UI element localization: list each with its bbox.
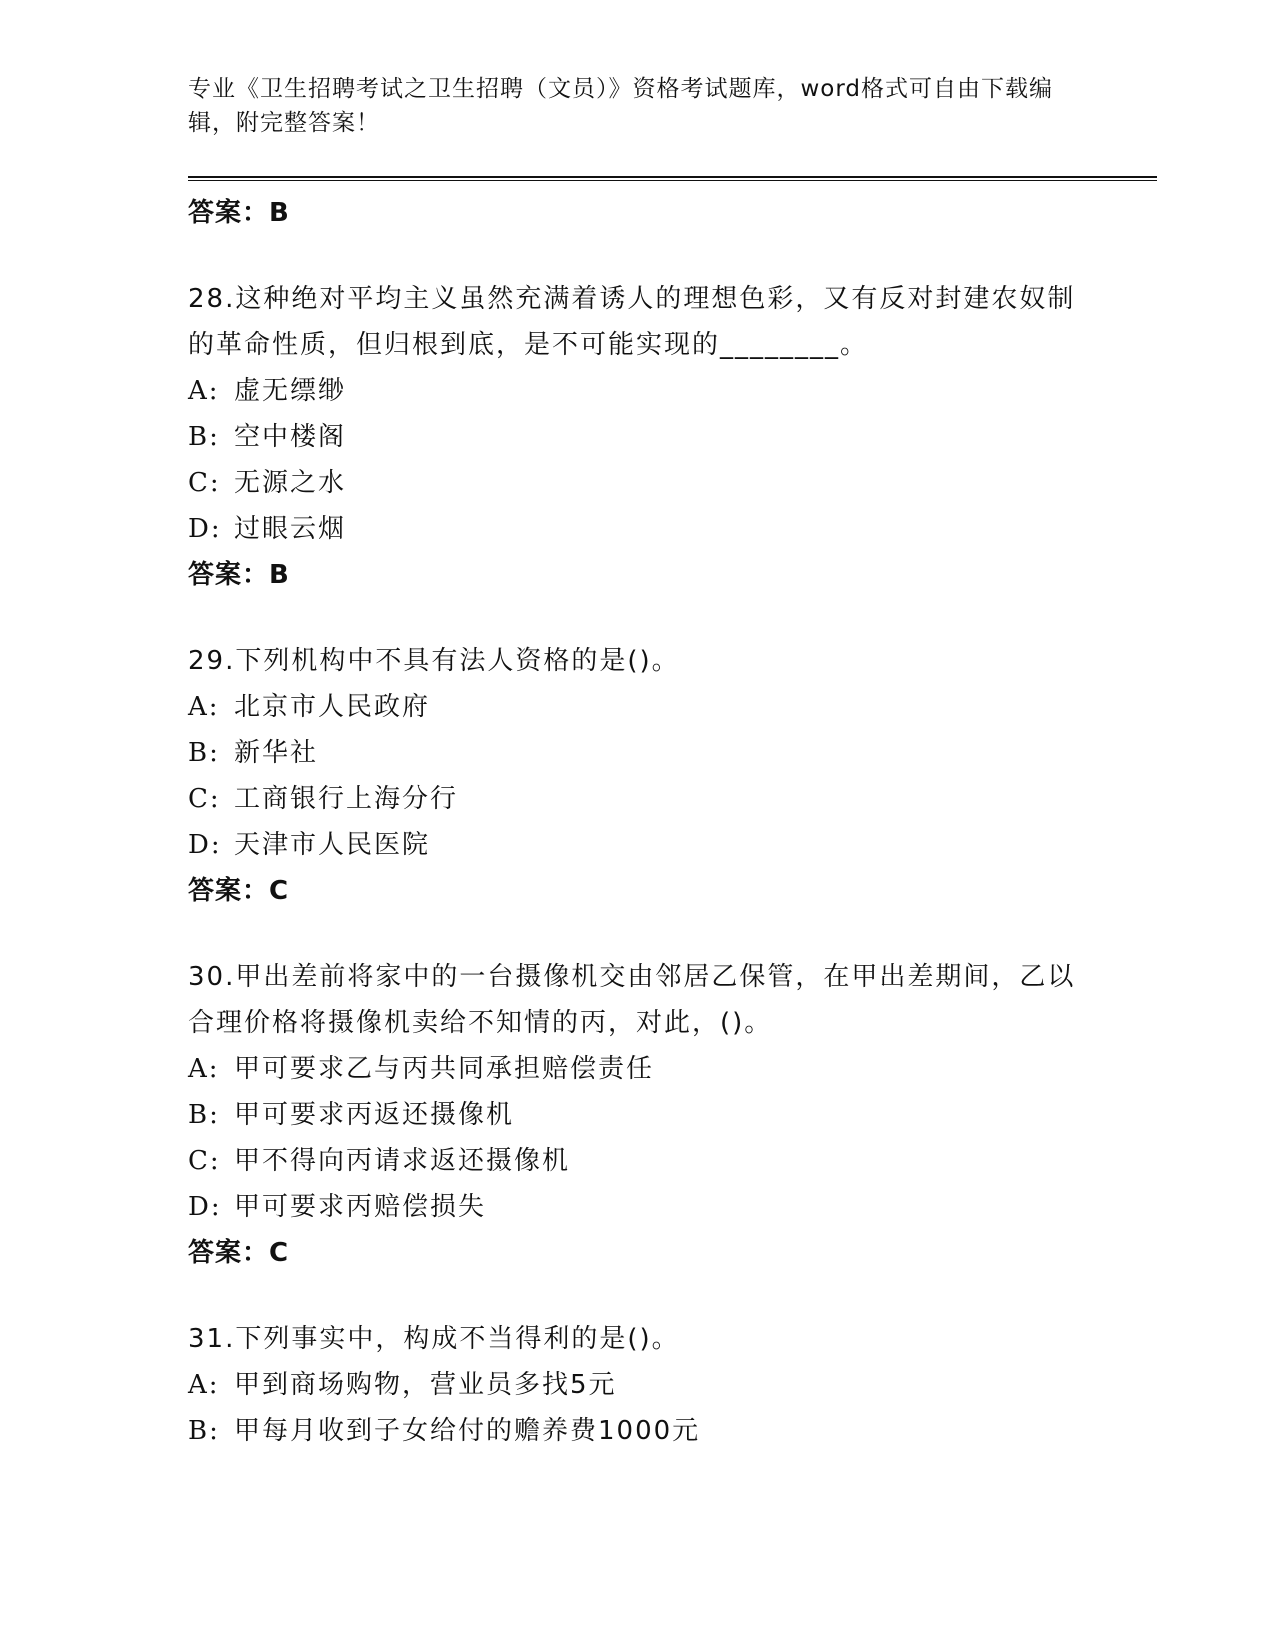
option-c <box>188 776 1088 822</box>
option-d <box>188 506 1088 552</box>
option-letter: C: <box>188 1146 221 1176</box>
question-text: 30.甲出差前将家中的一台摄像机交由邻居乙保管，在甲出差期间，乙以合理价格将摄像机卖给不知情的丙，对此，()。 <box>188 962 1076 1038</box>
option-text: 甲可要求丙返还摄像机 <box>234 1100 515 1130</box>
option-text: 新华社 <box>234 738 319 768</box>
option-text: 甲不得向丙请求返还摄像机 <box>234 1146 571 1176</box>
option-c <box>188 460 1088 506</box>
option-letter: C: <box>188 468 221 498</box>
option-a <box>188 1362 1088 1408</box>
option-text: 工商银行上海分行 <box>234 784 459 814</box>
option-b <box>188 1408 1088 1454</box>
option-c <box>188 1138 1088 1184</box>
answer-line: 答案：C <box>188 1238 290 1268</box>
document-header: 专业《卫生招聘考试之卫生招聘（文员）》资格考试题库，word格式可自由下载编辑，附完整答案！ <box>188 76 1054 136</box>
option-letter: B: <box>188 422 220 452</box>
option-text: 无源之水 <box>234 468 347 498</box>
question-list <box>188 190 1088 1454</box>
option-text: 甲到商场购物，营业员多找5元 <box>234 1370 617 1400</box>
option-b <box>188 414 1088 460</box>
option-text: 甲可要求丙赔偿损失 <box>234 1192 487 1222</box>
option-letter: C: <box>188 784 221 814</box>
question-block <box>188 276 1088 598</box>
question-text: 31.下列事实中，构成不当得利的是()。 <box>188 1324 680 1354</box>
option-a <box>188 368 1088 414</box>
option-letter: B: <box>188 1416 220 1446</box>
option-b <box>188 1092 1088 1138</box>
option-text: 虚无缥缈 <box>234 376 347 406</box>
option-a <box>188 684 1088 730</box>
option-letter: D: <box>188 514 222 544</box>
option-letter: A: <box>188 692 220 722</box>
option-text: 天津市人民医院 <box>234 830 431 860</box>
option-text: 北京市人民政府 <box>234 692 431 722</box>
option-text: 空中楼阁 <box>234 422 347 452</box>
question-block <box>188 954 1088 1276</box>
question-block <box>188 638 1088 914</box>
option-d <box>188 822 1088 868</box>
option-letter: B: <box>188 1100 220 1130</box>
option-letter: D: <box>188 1192 222 1222</box>
option-a <box>188 1046 1088 1092</box>
option-text: 甲每月收到子女给付的赡养费1000元 <box>234 1416 701 1446</box>
question-text: 28.这种绝对平均主义虽然充满着诱人的理想色彩，又有反对封建农奴制的革命性质，但归根到底，是不可能实现的________。 <box>188 284 1076 360</box>
option-letter: D: <box>188 830 222 860</box>
option-b <box>188 730 1088 776</box>
answer-line: 答案：B <box>188 560 290 590</box>
option-letter: A: <box>188 1370 220 1400</box>
option-letter: A: <box>188 376 220 406</box>
header-divider <box>188 176 1157 181</box>
option-text: 过眼云烟 <box>234 514 347 544</box>
option-text: 甲可要求乙与丙共同承担赔偿责任 <box>234 1054 655 1084</box>
option-letter: A: <box>188 1054 220 1084</box>
option-d <box>188 1184 1088 1230</box>
option-letter: B: <box>188 738 220 768</box>
question-block <box>188 1316 1088 1454</box>
question-text: 29.下列机构中不具有法人资格的是()。 <box>188 646 680 676</box>
answer-line: 答案：B <box>188 198 290 228</box>
answer-line: 答案：C <box>188 876 290 906</box>
